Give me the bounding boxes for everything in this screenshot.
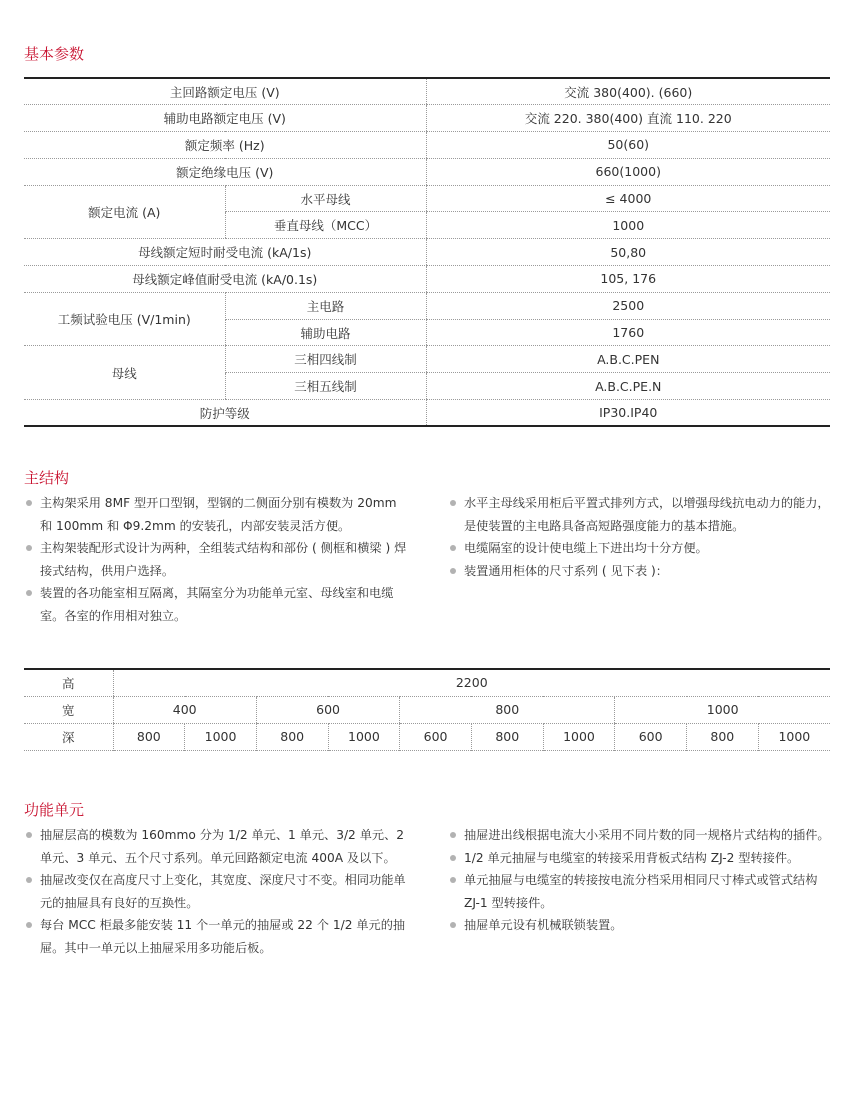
list-item: 装置通用柜体的尺寸系列 ( 见下表 )： (448, 560, 830, 583)
table-row (24, 346, 830, 373)
table-row (24, 292, 830, 319)
table-row (24, 696, 830, 723)
list-item: 单元抽屉与电缆室的转接按电流分档采用相同尺寸棒式或管式结构 ZJ-1 型转接件。 (448, 869, 830, 914)
list-item: 水平主母线采用柜后平置式排列方式，以增强母线抗电动力的能力，是使装置的主电路具备高短路强度能力的基本措施。 (448, 492, 830, 537)
dim-value-depth: 600 (615, 723, 687, 750)
param-value: 50,80 (426, 239, 830, 266)
param-label: 辅助电路额定电压 (V) (24, 105, 426, 132)
table-row (24, 669, 830, 696)
param-sub-label: 主电路 (225, 292, 426, 319)
dim-value-depth: 1000 (328, 723, 400, 750)
bullet-list (24, 824, 410, 959)
table-row (24, 185, 830, 212)
param-value: 交流 380(400). (660) (426, 78, 830, 105)
param-value: 1760 (426, 319, 830, 346)
dim-value-depth: 1000 (185, 723, 257, 750)
table-row (24, 158, 830, 185)
dim-value-depth: 800 (471, 723, 543, 750)
param-value: A.B.C.PE.N (426, 373, 830, 400)
table-row (24, 105, 830, 132)
dim-value-width: 600 (256, 696, 399, 723)
param-value: 1000 (426, 212, 830, 239)
param-label: 防护等级 (199, 405, 250, 421)
list-item: 1/2 单元抽屉与电缆室的转接采用背板式结构 ZJ-2 型转接件。 (448, 847, 830, 870)
dim-label-depth: 深 (61, 729, 75, 745)
param-label: 额定频率 (Hz) (24, 132, 426, 159)
param-value: IP30.IP40 (426, 400, 830, 427)
param-group-label: 工频试验电压 (V/1min) (24, 292, 225, 346)
list-item: 电缆隔室的设计使电缆上下进出均十分方便。 (448, 537, 830, 560)
table-row (24, 239, 830, 266)
main-structure-right-column (448, 492, 830, 627)
list-item: 抽屉改变仅在高度尺寸上变化，其宽度、深度尺寸不变。相同功能单元的抽屉具有良好的互换性。 (24, 869, 410, 914)
basic-params-table (24, 77, 830, 427)
param-value: ≤ 4000 (426, 185, 830, 212)
bullet-list (448, 492, 830, 582)
cabinet-dimensions-table (24, 668, 830, 751)
list-item: 每台 MCC 柜最多能安装 11 个一单元的抽屉或 22 个 1/2 单元的抽屉。其中一单元以上抽屉采用多功能后板。 (24, 914, 410, 959)
dim-value-depth: 800 (256, 723, 328, 750)
param-sub-label: 垂直母线（MCC） (225, 212, 426, 239)
table-row (24, 78, 830, 105)
function-unit-text (24, 824, 830, 959)
section-title-function-unit: 功能单元 (24, 801, 85, 819)
section-title-main-structure: 主结构 (24, 469, 70, 487)
param-sub-label: 辅助电路 (225, 319, 426, 346)
list-item: 主构架装配形式设计为两种，全组装式结构和部份 ( 侧框和横梁 ) 焊接式结构，供用户选择。 (24, 537, 410, 582)
dim-label-width: 宽 (24, 696, 113, 723)
param-label: 额定绝缘电压 (V) (24, 158, 426, 185)
param-sub-label: 三相四线制 (225, 346, 426, 373)
table-row (24, 132, 830, 159)
table-row (24, 266, 830, 293)
list-item: 装置的各功能室相互隔离，其隔室分为功能单元室、母线室和电缆室。各室的作用相对独立。 (24, 582, 410, 627)
section-title-basic-params: 基本参数 (24, 45, 85, 63)
table-row (24, 723, 830, 750)
main-structure-left-column (24, 492, 410, 627)
param-label: 母线额定峰值耐受电流 (kA/0.1s) (24, 266, 426, 293)
dim-value-depth: 1000 (543, 723, 615, 750)
function-unit-right-column (448, 824, 830, 959)
dim-value-width: 400 (113, 696, 256, 723)
param-group-label: 母线 (24, 346, 225, 400)
function-unit-left-column (24, 824, 410, 959)
param-label: 主回路额定电压 (V) (24, 78, 426, 105)
param-sub-label: 三相五线制 (225, 373, 426, 400)
param-label: 母线额定短时耐受电流 (kA/1s) (24, 239, 426, 266)
dim-value-width: 800 (400, 696, 615, 723)
dim-value-depth: 1000 (758, 723, 830, 750)
list-item: 主构架采用 8MF 型开口型钢，型钢的二侧面分别有模数为 20mm 和 100mm 和 Φ9.2mm 的安装孔，内部安装灵活方便。 (24, 492, 410, 537)
list-item: 抽屉单元设有机械联锁装置。 (448, 914, 830, 937)
param-value: 660(1000) (426, 158, 830, 185)
param-sub-label: 水平母线 (225, 185, 426, 212)
dim-value-height: 2200 (113, 669, 830, 696)
dim-label-height: 高 (24, 669, 113, 696)
param-value: A.B.C.PEN (426, 346, 830, 373)
param-value: 105, 176 (426, 266, 830, 293)
param-value: 50(60) (426, 132, 830, 159)
param-value: 交流 220. 380(400) 直流 110. 220 (426, 105, 830, 132)
list-item: 抽屉进出线根据电流大小采用不同片数的同一规格片式结构的插件。 (448, 824, 830, 847)
main-structure-text (24, 492, 830, 627)
bullet-list (448, 824, 830, 937)
dim-value-depth: 600 (400, 723, 472, 750)
bullet-list (24, 492, 410, 627)
list-item: 抽屉层高的模数为 160mmo 分为 1/2 单元、1 单元、3/2 单元、2 单元、3 单元、五个尺寸系列。单元回路额定电流 400A 及以下。 (24, 824, 410, 869)
dim-value-depth: 800 (113, 723, 185, 750)
param-group-label: 额定电流 (A) (24, 185, 225, 239)
param-value: 2500 (426, 292, 830, 319)
table-row (24, 400, 830, 427)
dim-value-width: 1000 (615, 696, 830, 723)
dim-value-depth: 800 (687, 723, 759, 750)
